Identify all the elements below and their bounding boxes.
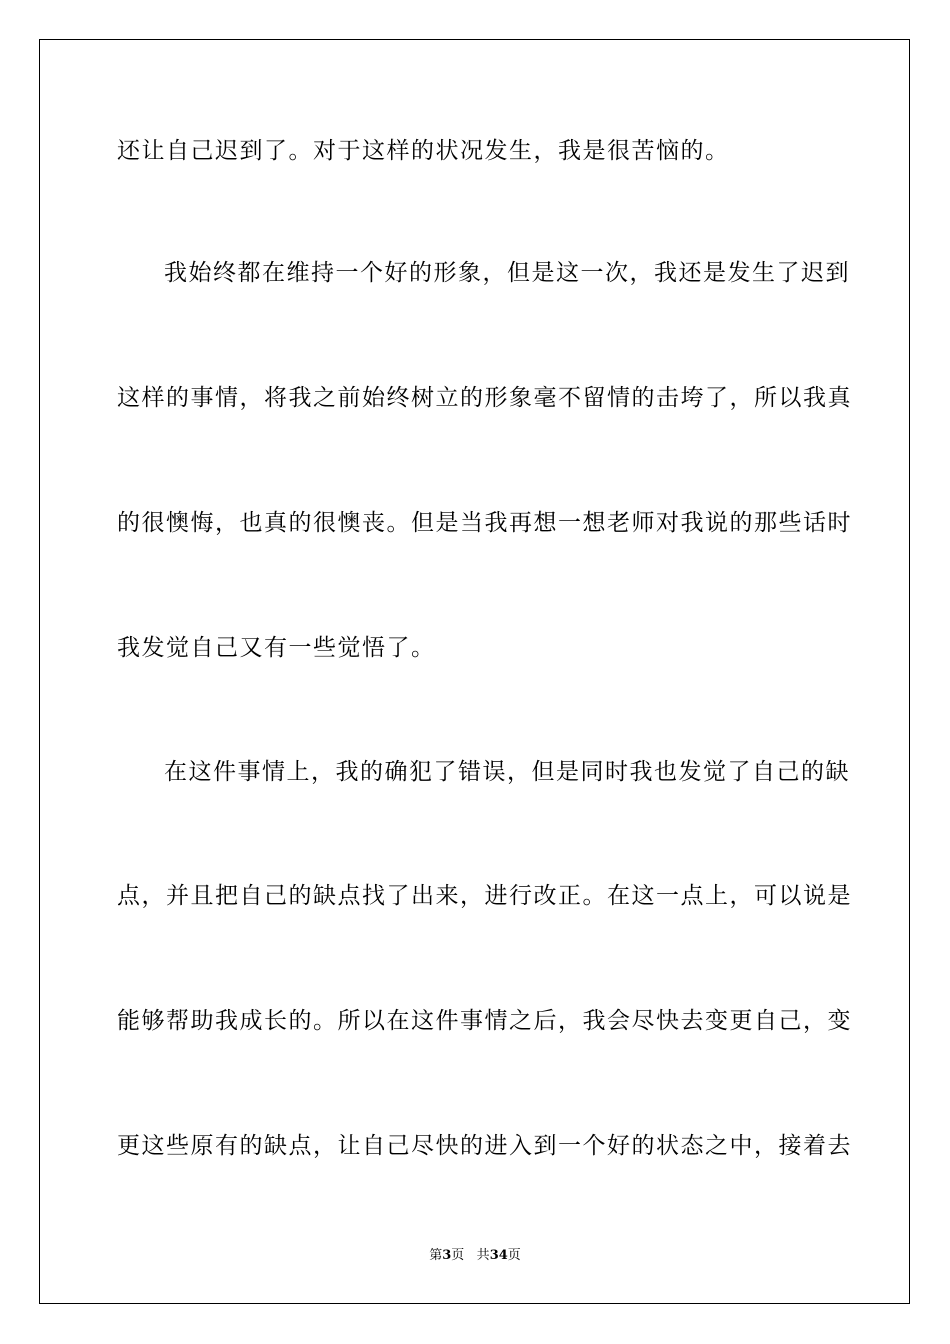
page-number: 3 — [442, 1248, 452, 1263]
text-line-3: 这样的事情，将我之前始终树立的形象毫不留情的击垮了，所以我真 — [117, 385, 852, 411]
page-footer — [0, 1247, 950, 1265]
total-prefix: 共 — [476, 1248, 490, 1263]
page-border — [39, 39, 910, 1304]
text-line-9: 更这些原有的缺点，让自己尽快的进入到一个好的状态之中，接着去 — [117, 1133, 852, 1159]
text-line-4: 的很懊悔，也真的很懊丧。但是当我再想一想老师对我说的那些话时 — [117, 510, 852, 536]
text-line-6: 在这件事情上，我的确犯了错误，但是同时我也发觉了自己的缺 — [164, 759, 850, 785]
page-prefix: 第 — [429, 1248, 443, 1263]
text-line-8: 能够帮助我成长的。所以在这件事情之后，我会尽快去变更自己，变 — [117, 1008, 852, 1034]
page-suffix: 页 — [451, 1248, 465, 1263]
text-line-5: 我发觉自己又有一些觉悟了。 — [117, 635, 436, 661]
text-line-1: 还让自己迟到了。对于这样的状况发生，我是很苦恼的。 — [117, 138, 730, 164]
text-line-7: 点，并且把自己的缺点找了出来，进行改正。在这一点上，可以说是 — [117, 883, 852, 909]
total-suffix: 页 — [507, 1248, 521, 1263]
text-line-2: 我始终都在维持一个好的形象，但是这一次，我还是发生了迟到 — [164, 260, 850, 286]
total-pages: 34 — [489, 1248, 508, 1263]
